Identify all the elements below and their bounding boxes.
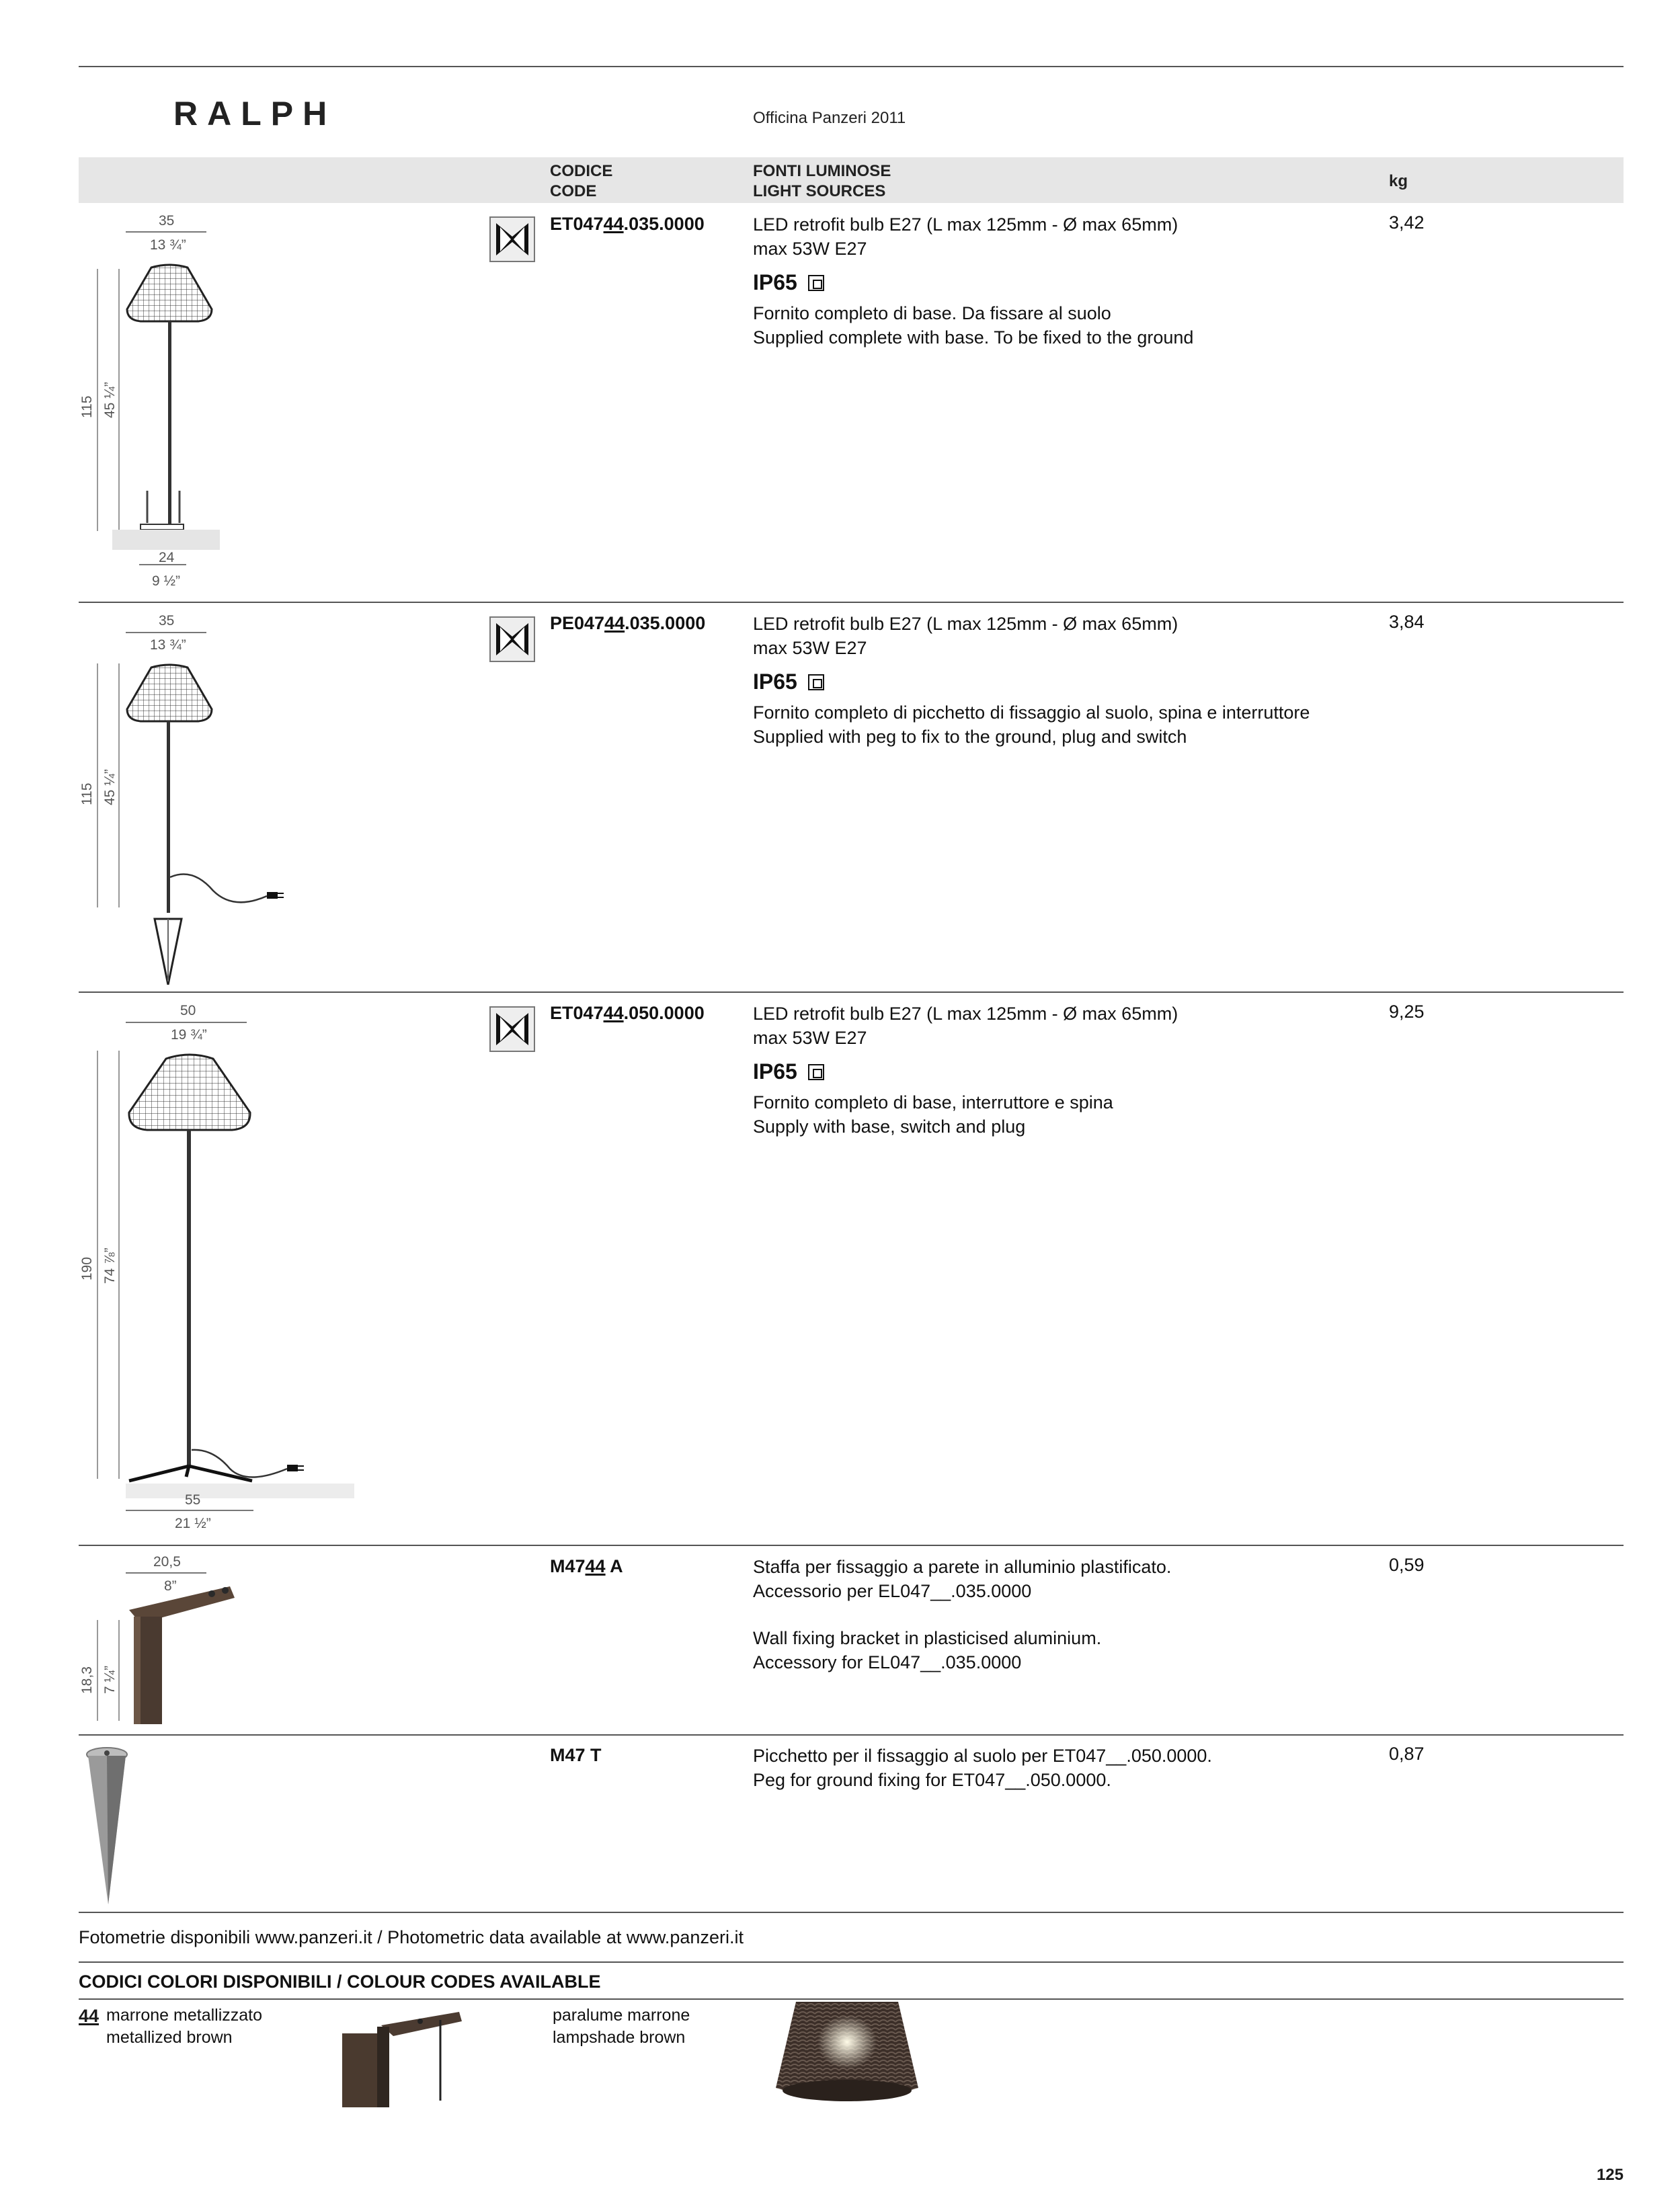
product-code: ET04744.035.0000 xyxy=(550,214,705,234)
product-note: Fornito completo di base. Da fissare al suolo Supplied complete with base. To be fixed to the ground xyxy=(753,303,1194,348)
photometric-note: Fotometrie disponibili www.panzeri.it / Photometric data available at www.panzeri.it xyxy=(79,1927,744,1947)
colour-code-marker: 44 xyxy=(604,613,625,633)
floor-lamp-large-drawing xyxy=(79,998,361,1543)
colour-description: marrone metallizzato metallized brown xyxy=(106,2006,263,2047)
dim-base-in: 21 ½” xyxy=(175,1516,211,1531)
light-source-description: LED retrofit bulb E27 (L max 125mm - Ø max 65mm) max 53W E27 xyxy=(753,214,1178,259)
class-two-insulation-icon xyxy=(808,674,824,690)
dim-width-cm: 35 xyxy=(159,613,175,628)
product-weight: 9,25 xyxy=(1389,1002,1425,1022)
product-code: ET04744.050.0000 xyxy=(550,1003,705,1023)
ip-rating: IP65 xyxy=(753,670,824,694)
accessory-weight: 0,59 xyxy=(1389,1555,1425,1575)
accessory-code: M47 T xyxy=(550,1745,602,1765)
accessory-description: Picchetto per il fissaggio al suolo per ET047__.050.0000. Peg for ground fixing for ET047__.050.0000. xyxy=(753,1746,1212,1790)
product-family-title: RALPH xyxy=(173,95,337,132)
accessory-description: Staffa per fissaggio a parete in alluminio plastificato. Accessorio per EL047__.035.0000 Wall fixing bracket in plasticised aluminium. Accessory for EL047__.035.0000 xyxy=(753,1557,1172,1672)
dim-height-in: 45 ¼” xyxy=(102,382,118,418)
product-weight: 3,84 xyxy=(1389,612,1425,632)
light-source-description: LED retrofit bulb E27 (L max 125mm - Ø max 65mm) max 53W E27 xyxy=(753,614,1178,658)
row-divider xyxy=(79,602,1624,603)
dim-width-cm: 35 xyxy=(159,213,175,229)
dim-base-cm: 24 xyxy=(159,550,175,565)
floor-lamp-type-icon xyxy=(489,616,535,662)
column-header-light-sources: FONTI LUMINOSE LIGHT SOURCES xyxy=(753,162,891,200)
top-rule xyxy=(79,66,1624,67)
dim-width-in: 19 ¾” xyxy=(171,1027,207,1043)
drawing-ground-peg xyxy=(79,1740,146,1908)
column-header-code: CODICE CODE xyxy=(550,162,613,200)
dim-width-in: 13 ¾” xyxy=(150,637,186,653)
accessory-code: M4744 A xyxy=(550,1556,623,1576)
product-weight: 3,42 xyxy=(1389,212,1425,233)
product-note: Fornito completo di base, interruttore e spina Supply with base, switch and plug xyxy=(753,1092,1113,1137)
dim-height-cm: 115 xyxy=(79,782,95,805)
ground-peg-image xyxy=(79,1740,146,1908)
dim-height-in: 45 ¼” xyxy=(102,769,118,805)
light-source-description: LED retrofit bulb E27 (L max 125mm - Ø max 65mm) max 53W E27 xyxy=(753,1004,1178,1048)
colour-code-marker: 44 xyxy=(603,1003,624,1023)
wall-bracket-image xyxy=(79,1549,253,1731)
dim-width-in: 8” xyxy=(164,1578,177,1594)
colour-code-marker: 44 xyxy=(585,1556,606,1576)
dim-width-in: 13 ¾” xyxy=(150,237,186,253)
accessory-weight: 0,87 xyxy=(1389,1744,1425,1764)
product-code: PE04744.035.0000 xyxy=(550,613,706,633)
dim-base-cm: 55 xyxy=(185,1492,201,1508)
product-note: Fornito completo di picchetto di fissaggio al suolo, spina e interruttore Supplied with peg to fix to the ground, plug and switch xyxy=(753,702,1310,747)
footer-divider xyxy=(79,1998,1624,2000)
lampshade-swatch-image xyxy=(766,2002,928,2109)
page-number: 125 xyxy=(1596,2166,1624,2184)
dim-height-in: 7 ¼” xyxy=(102,1665,118,1694)
floor-lamp-type-icon xyxy=(489,216,535,262)
dim-width-cm: 50 xyxy=(180,1003,196,1018)
lampshade-colour-description: paralume marrone lampshade brown xyxy=(553,2006,690,2047)
footer-divider xyxy=(79,1961,1624,1963)
colour-code-number: 44 xyxy=(79,2006,99,2026)
row-divider xyxy=(79,1912,1624,1913)
floor-lamp-type-icon xyxy=(489,1006,535,1052)
colour-codes-heading: CODICI COLORI DISPONIBILI / COLOUR CODES AVAILABLE xyxy=(79,1972,601,1992)
class-two-insulation-icon xyxy=(808,275,824,291)
dim-height-cm: 18,3 xyxy=(79,1666,95,1694)
ip-rating: IP65 xyxy=(753,270,824,295)
column-header-kg: kg xyxy=(1389,172,1408,190)
bracket-colour-swatch xyxy=(339,2006,474,2107)
colour-code-marker: 44 xyxy=(603,214,624,234)
dim-height-cm: 190 xyxy=(79,1256,95,1281)
lampshade-colour-swatch xyxy=(766,2002,928,2109)
drawing-floor-lamp-large xyxy=(79,998,361,1543)
row-divider xyxy=(79,991,1624,993)
row-divider xyxy=(79,1734,1624,1736)
designer-credit: Officina Panzeri 2011 xyxy=(753,109,906,127)
dim-width-cm: 20,5 xyxy=(153,1554,181,1570)
dim-height-in: 74 ⅞” xyxy=(102,1248,118,1284)
dim-base-in: 9 ½” xyxy=(152,573,181,589)
ip-rating: IP65 xyxy=(753,1059,824,1084)
row-divider xyxy=(79,1545,1624,1546)
drawing-wall-bracket xyxy=(79,1549,253,1731)
bracket-swatch-image xyxy=(339,2006,474,2107)
class-two-insulation-icon xyxy=(808,1064,824,1080)
dim-height-cm: 115 xyxy=(79,395,95,418)
